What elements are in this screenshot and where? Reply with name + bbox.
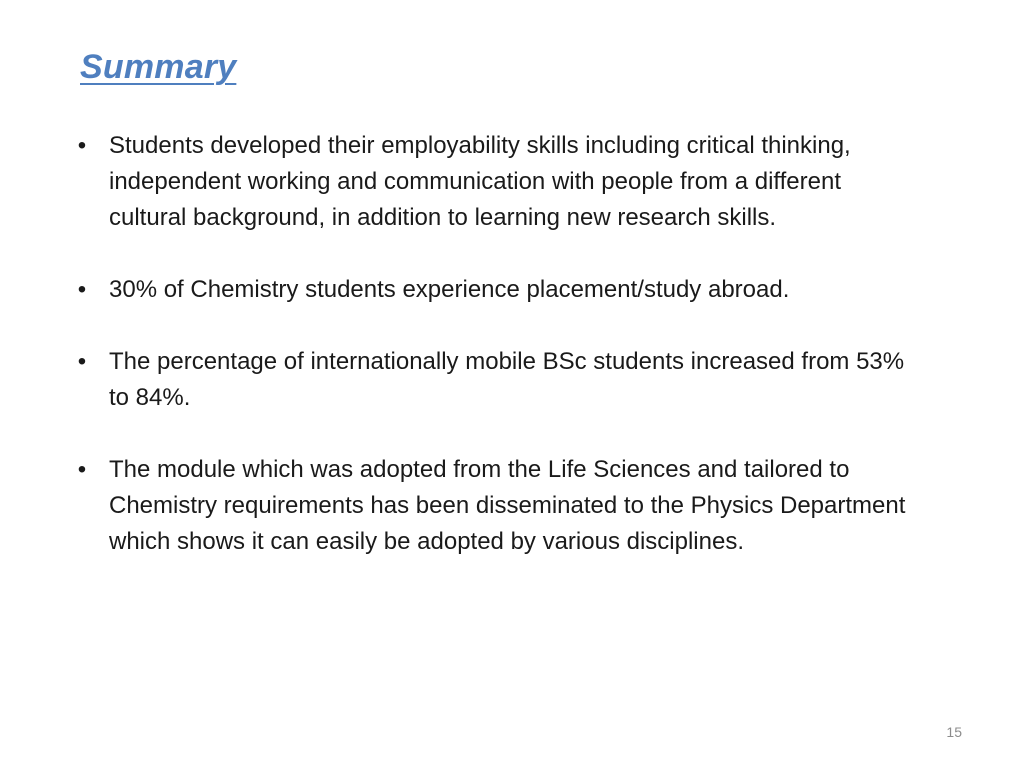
bullet-text: The module which was adopted from the Life Sciences and tailored to Chemistry requirements has been disseminated to the Physics Department which shows it can easily be adopted by various disciplines. <box>109 456 906 555</box>
page-number: 15 <box>946 724 962 740</box>
bullet-item <box>72 128 912 236</box>
bullet-dot-icon: • <box>77 276 87 303</box>
bullet-list <box>72 128 912 596</box>
bullet-text: Students developed their employability skills including critical thinking, independent working and communication with people from a different cultural background, in addition to learning new research skills. <box>109 132 851 231</box>
bullet-text: The percentage of internationally mobile BSc students increased from 53% to 84%. <box>109 348 905 411</box>
bullet-dot-icon: • <box>77 456 87 483</box>
bullet-item <box>72 452 912 560</box>
bullet-item <box>72 344 912 416</box>
bullet-dot-icon: • <box>77 132 87 159</box>
bullet-text: 30% of Chemistry students experience placement/study abroad. <box>109 276 790 303</box>
bullet-item <box>72 272 912 308</box>
bullet-dot-icon: • <box>77 348 87 375</box>
slide-title: Summary <box>80 48 237 86</box>
